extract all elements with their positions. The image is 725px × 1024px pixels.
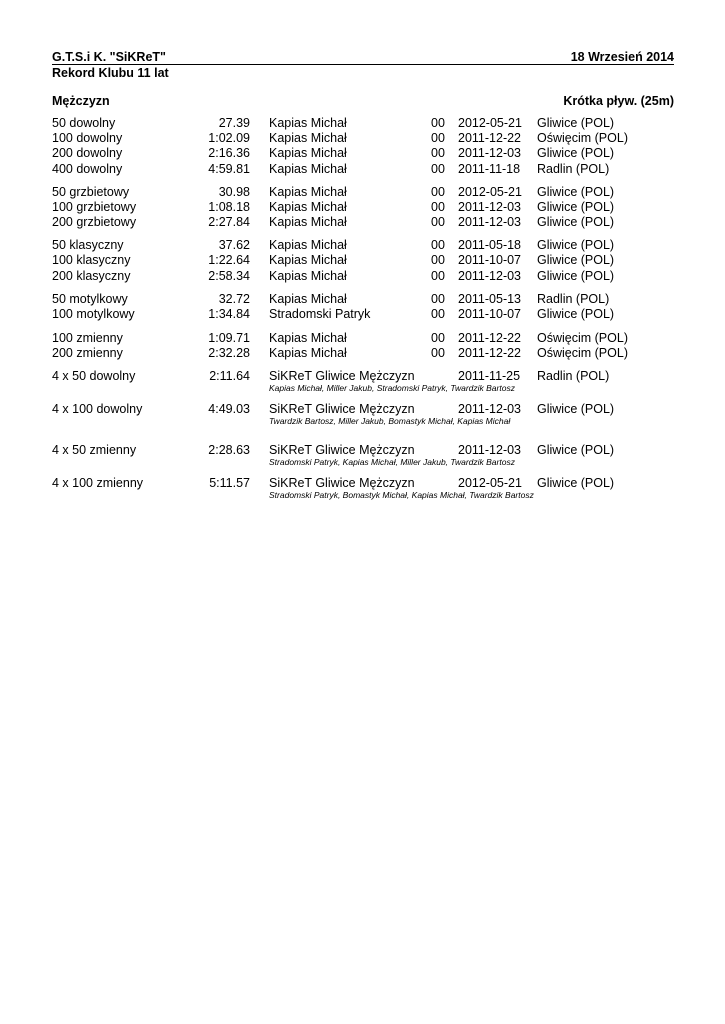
birth-year: 00 — [431, 146, 445, 160]
relay-row — [0, 368, 725, 384]
swimmer-name: Kapias Michał — [269, 346, 347, 360]
record-place: Radlin (POL) — [537, 292, 610, 306]
record-place: Gliwice (POL) — [537, 238, 615, 252]
birth-year: 00 — [431, 116, 445, 130]
event-name: 50 grzbietowy — [52, 185, 130, 199]
record-place: Oświęcim (POL) — [537, 131, 628, 145]
event-name: 100 motylkowy — [52, 307, 135, 321]
table-row — [0, 115, 725, 131]
table-row — [0, 268, 725, 284]
table-row — [0, 237, 725, 253]
event-name: 400 dowolny — [52, 162, 123, 176]
birth-year: 00 — [431, 253, 445, 267]
record-date: 2012-05-21 — [458, 476, 522, 490]
team-name: SiKReT Gliwice Mężczyzn — [269, 443, 415, 457]
swimmer-name: Kapias Michał — [269, 146, 347, 160]
table-row — [0, 145, 725, 161]
gender-heading: Mężczyzn — [52, 94, 110, 108]
event-name: 200 dowolny — [52, 146, 123, 160]
team-name: SiKReT Gliwice Mężczyzn — [269, 369, 415, 383]
swimmer-name: Kapias Michał — [269, 185, 347, 199]
record-date: 2011-12-22 — [458, 131, 522, 145]
event-name: 4 x 100 dowolny — [52, 402, 143, 416]
swimmer-name: Kapias Michał — [269, 116, 347, 130]
record-date: 2011-12-03 — [458, 200, 522, 214]
birth-year: 00 — [431, 307, 445, 321]
swimmer-name: Kapias Michał — [269, 331, 347, 345]
table-row — [0, 161, 725, 177]
event-name: 200 klasyczny — [52, 269, 131, 283]
record-time: 37.62 — [218, 238, 250, 252]
birth-year: 00 — [431, 269, 445, 283]
table-row — [0, 306, 725, 322]
event-name: 100 dowolny — [52, 131, 123, 145]
swimmer-name: Kapias Michał — [269, 269, 347, 283]
record-time: 1:08.18 — [208, 200, 250, 214]
table-row — [0, 184, 725, 200]
record-time: 30.98 — [218, 185, 250, 199]
event-name: 50 klasyczny — [52, 238, 124, 252]
birth-year: 00 — [431, 131, 445, 145]
record-place: Gliwice (POL) — [537, 443, 615, 457]
table-row — [0, 345, 725, 361]
swimmer-name: Kapias Michał — [269, 253, 347, 267]
birth-year: 00 — [431, 162, 445, 176]
swimmer-name: Kapias Michał — [269, 292, 347, 306]
swimmer-name: Stradomski Patryk — [269, 307, 371, 321]
course-heading: Krótka pływ. (25m) — [563, 94, 674, 108]
record-date: 2011-12-22 — [458, 331, 522, 345]
birth-year: 00 — [431, 185, 445, 199]
record-time: 2:58.34 — [208, 269, 250, 283]
event-name: 100 klasyczny — [52, 253, 131, 267]
record-time: 5:11.57 — [209, 476, 250, 490]
record-place: Gliwice (POL) — [537, 402, 615, 416]
event-name: 100 grzbietowy — [52, 200, 137, 214]
birth-year: 00 — [431, 331, 445, 345]
swimmer-name: Kapias Michał — [269, 238, 347, 252]
event-name: 200 grzbietowy — [52, 215, 137, 229]
record-date: 2011-05-18 — [458, 238, 522, 252]
birth-year: 00 — [431, 292, 445, 306]
record-date: 2011-10-07 — [458, 253, 522, 267]
table-row — [0, 130, 725, 146]
record-date: 2012-05-21 — [458, 185, 522, 199]
record-time: 2:32.28 — [208, 346, 250, 360]
record-time: 2:16.36 — [208, 146, 250, 160]
table-row — [0, 330, 725, 346]
record-place: Oświęcim (POL) — [537, 346, 628, 360]
record-date: 2011-12-03 — [458, 269, 522, 283]
table-row — [0, 291, 725, 307]
event-name: 4 x 50 dowolny — [52, 369, 136, 383]
event-name: 50 motylkowy — [52, 292, 128, 306]
record-place: Gliwice (POL) — [537, 253, 615, 267]
record-place: Radlin (POL) — [537, 369, 610, 383]
record-title: Rekord Klubu 11 lat — [52, 66, 169, 80]
record-date: 2011-12-03 — [458, 443, 522, 457]
record-place: Gliwice (POL) — [537, 476, 615, 490]
event-name: 200 zmienny — [52, 346, 123, 360]
record-date: 2011-12-03 — [458, 146, 522, 160]
record-time: 1:02.09 — [208, 131, 250, 145]
team-name: SiKReT Gliwice Mężczyzn — [269, 402, 415, 416]
record-time: 4:59.81 — [208, 162, 250, 176]
relay-members: Twardzik Bartosz, Miller Jakub, Bomastyk Michał, Kapias Michał — [269, 416, 511, 426]
record-date: 2011-10-07 — [458, 307, 522, 321]
record-time: 4:49.03 — [208, 402, 250, 416]
record-time: 32.72 — [218, 292, 250, 306]
event-name: 50 dowolny — [52, 116, 116, 130]
report-date: 18 Wrzesień 2014 — [570, 50, 674, 64]
record-date: 2011-11-25 — [458, 369, 521, 383]
record-place: Gliwice (POL) — [537, 146, 615, 160]
swimmer-name: Kapias Michał — [269, 162, 347, 176]
record-time: 27.39 — [218, 116, 250, 130]
relay-members: Kapias Michał, Miller Jakub, Stradomski Patryk, Twardzik Bartosz — [269, 383, 515, 393]
club-name: G.T.S.i K. "SiKReT" — [52, 50, 166, 64]
record-time: 2:27.84 — [208, 215, 250, 229]
record-place: Oświęcim (POL) — [537, 331, 628, 345]
record-date: 2011-12-22 — [458, 346, 522, 360]
relay-row — [0, 401, 725, 417]
record-date: 2012-05-21 — [458, 116, 522, 130]
record-place: Radlin (POL) — [537, 162, 610, 176]
table-row — [0, 214, 725, 230]
swimmer-name: Kapias Michał — [269, 200, 347, 214]
record-date: 2011-12-03 — [458, 215, 522, 229]
record-place: Gliwice (POL) — [537, 200, 615, 214]
record-place: Gliwice (POL) — [537, 215, 615, 229]
record-place: Gliwice (POL) — [537, 307, 615, 321]
record-place: Gliwice (POL) — [537, 269, 615, 283]
table-row — [0, 199, 725, 215]
birth-year: 00 — [431, 238, 445, 252]
swimmer-name: Kapias Michał — [269, 215, 347, 229]
record-time: 1:09.71 — [208, 331, 250, 345]
relay-members: Stradomski Patryk, Kapias Michał, Miller Jakub, Twardzik Bartosz — [269, 457, 515, 467]
relay-row — [0, 442, 725, 458]
record-time: 1:22.64 — [208, 253, 250, 267]
record-time: 2:11.64 — [209, 369, 250, 383]
record-place: Gliwice (POL) — [537, 185, 615, 199]
record-time: 2:28.63 — [208, 443, 250, 457]
record-place: Gliwice (POL) — [537, 116, 615, 130]
relay-row — [0, 475, 725, 491]
event-name: 4 x 100 zmienny — [52, 476, 144, 490]
event-name: 100 zmienny — [52, 331, 123, 345]
record-date: 2011-11-18 — [458, 162, 521, 176]
table-row — [0, 252, 725, 268]
record-date: 2011-12-03 — [458, 402, 522, 416]
birth-year: 00 — [431, 200, 445, 214]
record-time: 1:34.84 — [208, 307, 250, 321]
event-name: 4 x 50 zmienny — [52, 443, 137, 457]
birth-year: 00 — [431, 215, 445, 229]
relay-members: Stradomski Patryk, Bomastyk Michał, Kapias Michał, Twardzik Bartosz — [269, 490, 534, 500]
team-name: SiKReT Gliwice Mężczyzn — [269, 476, 415, 490]
record-date: 2011-05-13 — [458, 292, 522, 306]
swimmer-name: Kapias Michał — [269, 131, 347, 145]
birth-year: 00 — [431, 346, 445, 360]
